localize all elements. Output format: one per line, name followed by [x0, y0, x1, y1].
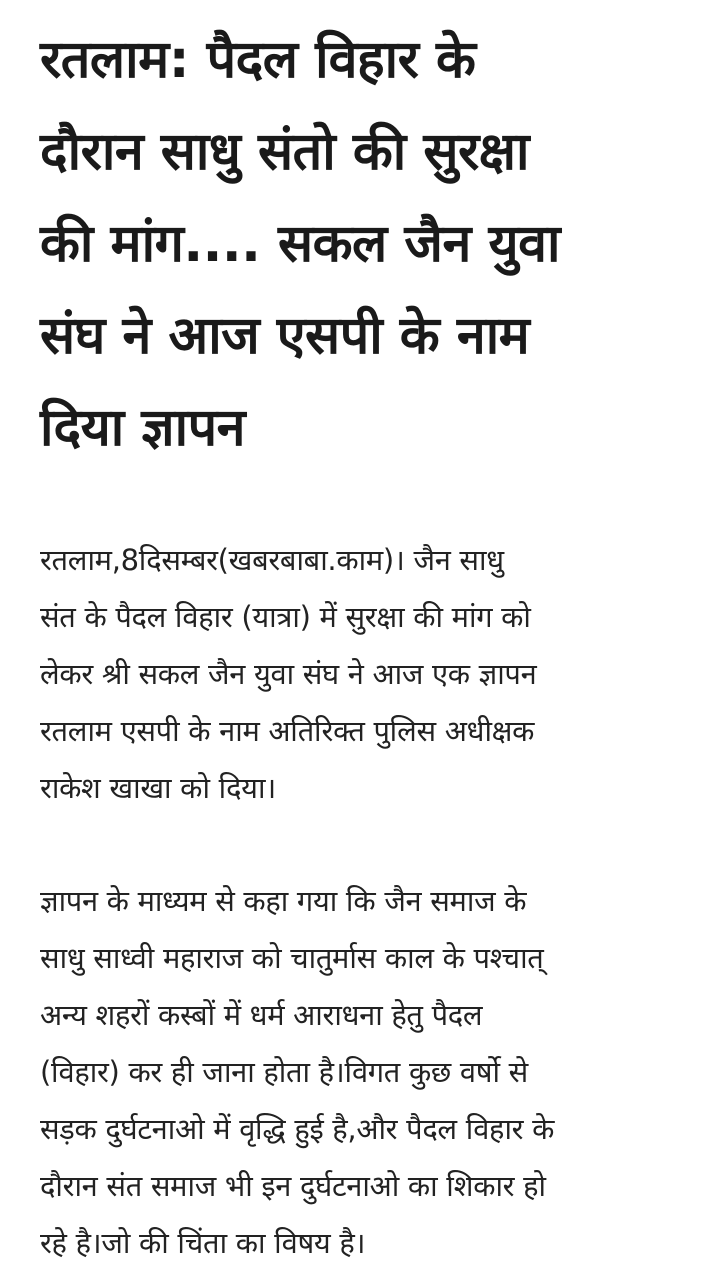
paragraph-line: अन्य शहरों कस्बों में धर्म आराधना हेतु पैदल	[40, 998, 483, 1032]
article-paragraph-2	[40, 873, 690, 1272]
paragraph-line: संत के पैदल विहार (यात्रा) में सुरक्षा की मांग को	[40, 600, 531, 634]
paragraph-line: ज्ञापन के माध्यम से कहा गया कि जैन समाज के	[40, 884, 527, 918]
paragraph-line: (विहार) कर ही जाना होता है।विगत कुछ वर्षो से	[40, 1055, 528, 1089]
paragraph-line: राकेश खाखा को दिया।	[40, 771, 276, 805]
article	[40, 0, 690, 1272]
paragraph-line: रतलाम एसपी के नाम अतिरिक्त पुलिस अधीक्षक	[40, 714, 535, 748]
paragraph-line: साधु साध्वी महाराज को चातुर्मास काल के पश्चात्	[40, 941, 544, 975]
paragraph-line: लेकर श्री सकल जैन युवा संघ ने आज एक ज्ञापन	[40, 657, 537, 691]
paragraph-line: रहे है।जो की चिंता का विषय है।	[40, 1226, 366, 1260]
headline-line: संघ ने आज एसपी के नाम	[40, 306, 530, 366]
headline-line: की मांग.... सकल जैन युवा	[40, 214, 561, 274]
paragraph-line: दौरान संत समाज भी इन दुर्घटनाओ का शिकार हो	[40, 1169, 546, 1203]
paragraph-line: सड़क दुर्घटनाओ में वृद्धि हुई है,और पैदल विहार के	[40, 1112, 555, 1146]
headline-line: दिया ज्ञापन	[40, 398, 246, 458]
headline	[40, 0, 690, 474]
paragraph-line: रतलाम,8दिसम्बर(खबरबाबा.काम)। जैन साधु	[40, 543, 504, 577]
article-paragraph-1	[40, 532, 690, 817]
headline-line: दौरान साधु संतो की सुरक्षा	[40, 122, 530, 182]
headline-line: रतलाम: पैदल विहार के	[40, 30, 476, 90]
